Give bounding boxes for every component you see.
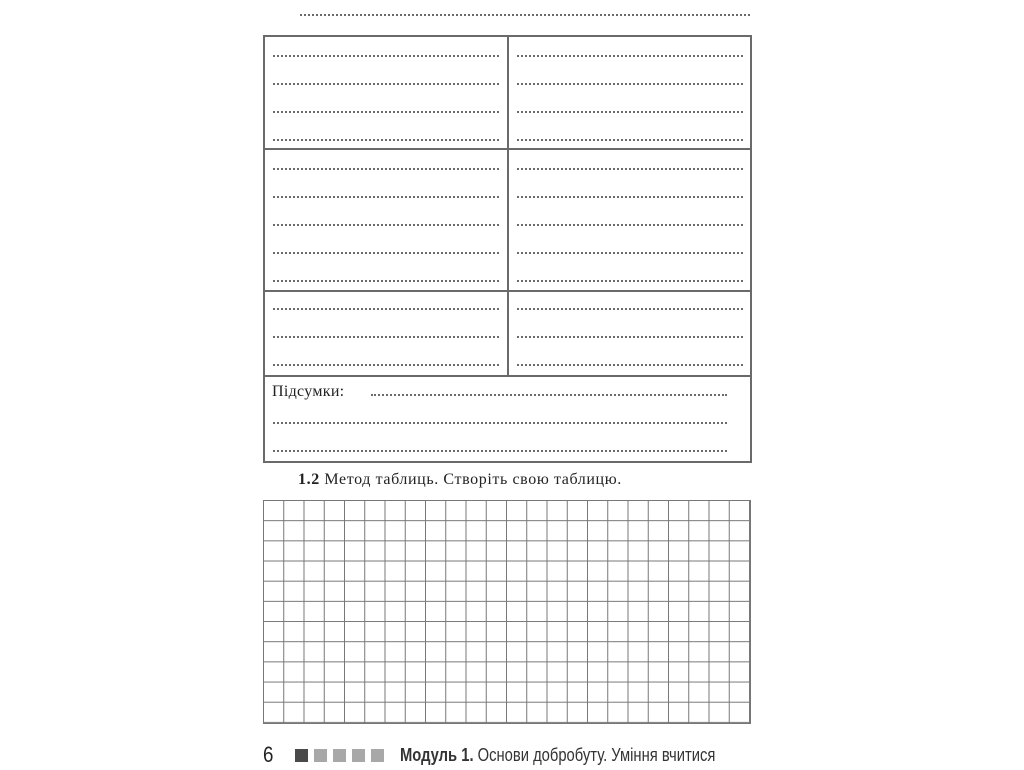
answer-line xyxy=(273,450,727,452)
drawing-grid[interactable] xyxy=(263,500,751,724)
top-dotted-line xyxy=(300,14,750,16)
answer-cell[interactable] xyxy=(509,292,750,375)
answer-line xyxy=(273,55,499,57)
answer-cell[interactable] xyxy=(509,150,750,290)
page-footer xyxy=(263,740,785,770)
answer-line xyxy=(273,422,727,424)
answer-cell[interactable] xyxy=(509,37,750,148)
answer-line xyxy=(371,394,727,396)
answer-line xyxy=(517,111,743,113)
answer-line xyxy=(517,336,743,338)
answer-line xyxy=(273,252,499,254)
answer-line xyxy=(273,364,499,366)
answer-cell[interactable] xyxy=(265,150,507,290)
task-heading xyxy=(298,471,622,489)
answer-line xyxy=(273,308,499,310)
answer-line xyxy=(273,83,499,85)
module-title: Основи добробуту. Уміння вчитися xyxy=(477,744,716,765)
progress-square-filled xyxy=(295,749,308,762)
answer-line xyxy=(273,168,499,170)
answer-line xyxy=(517,83,743,85)
progress-square xyxy=(371,749,384,762)
answer-line xyxy=(273,224,499,226)
page-number: 6 xyxy=(263,742,274,767)
progress-square xyxy=(314,749,327,762)
answer-line xyxy=(273,139,499,141)
answer-line xyxy=(517,280,743,282)
progress-square xyxy=(352,749,365,762)
answer-line xyxy=(517,168,743,170)
answer-line xyxy=(517,224,743,226)
task-number: 1.2 xyxy=(298,471,320,488)
progress-square xyxy=(333,749,346,762)
answer-line xyxy=(273,111,499,113)
module-label: Модуль 1. xyxy=(400,744,474,765)
task-text: Метод таблиць. Створіть свою таблицю. xyxy=(324,471,622,488)
answer-line xyxy=(517,55,743,57)
answer-cell[interactable] xyxy=(265,292,507,375)
answer-cell[interactable] xyxy=(265,37,507,148)
summary-answer-area[interactable] xyxy=(265,377,750,461)
module-progress-squares xyxy=(295,749,390,762)
answer-line xyxy=(517,364,743,366)
answer-line xyxy=(273,196,499,198)
answer-line xyxy=(517,252,743,254)
answer-line xyxy=(273,336,499,338)
answer-line xyxy=(517,196,743,198)
answer-line xyxy=(273,280,499,282)
summary-label: Підсумки: xyxy=(272,383,345,400)
module-caption xyxy=(400,745,715,766)
answer-line xyxy=(517,308,743,310)
answer-line xyxy=(517,139,743,141)
